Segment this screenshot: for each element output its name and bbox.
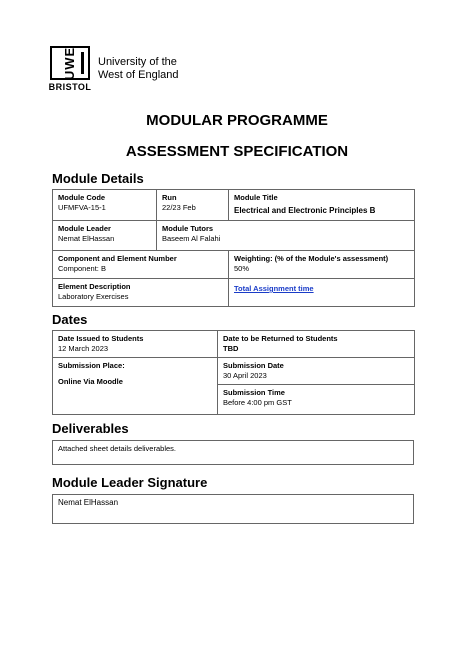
page-subtitle: ASSESSMENT SPECIFICATION <box>125 143 349 160</box>
total-assignment-time-link[interactable]: Total Assignment time <box>234 284 314 293</box>
module-leader-label: Module Leader <box>58 224 111 233</box>
logo-mark-text: UWE <box>62 46 78 80</box>
dates-table <box>52 330 415 415</box>
table-row <box>53 495 414 524</box>
signature-table <box>52 494 414 524</box>
module-code-cell <box>53 190 157 221</box>
submission-place-cell <box>53 358 218 415</box>
weighting-value: 50% <box>234 264 250 273</box>
date-issued-cell <box>53 331 218 358</box>
run-label: Run <box>162 193 177 202</box>
module-code-value: UFMFVA-15-1 <box>58 203 106 212</box>
table-row <box>53 441 414 465</box>
submission-date-label: Submission Date <box>223 361 284 370</box>
weighting-label: Weighting: (% of the Module's assessment) <box>234 254 389 263</box>
deliverables-table <box>52 440 414 465</box>
logo-university-name <box>98 56 179 82</box>
dates-heading: Dates <box>52 312 88 327</box>
date-issued-label: Date Issued to Students <box>58 334 144 343</box>
module-code-label: Module Code <box>58 193 106 202</box>
assignment-time-cell <box>229 279 415 307</box>
module-title-value: Electrical and Electronic Principles B <box>234 206 376 215</box>
logo-bar <box>81 52 84 74</box>
date-returned-value: TBD <box>223 344 239 353</box>
deliverables-text: Attached sheet details deliverables. <box>58 444 176 453</box>
logo-mark <box>50 46 90 92</box>
logo-line-1: University of the <box>98 56 177 68</box>
page-title: MODULAR PROGRAMME <box>146 112 328 129</box>
component-cell <box>53 251 229 279</box>
module-tutors-value: Baseem Al Falahi <box>162 234 221 243</box>
table-row <box>53 358 415 385</box>
table-row <box>53 279 415 307</box>
date-returned-cell <box>218 331 415 358</box>
component-value: Component: B <box>58 264 106 273</box>
module-title-label: Module Title <box>234 193 278 202</box>
logo-box <box>50 46 90 80</box>
table-row <box>53 190 415 221</box>
submission-date-cell <box>218 358 415 385</box>
deliverables-heading: Deliverables <box>52 421 129 436</box>
date-issued-value: 12 March 2023 <box>58 344 109 353</box>
component-label: Component and Element Number <box>58 254 177 263</box>
module-leader-value: Nemat ElHassan <box>58 234 115 243</box>
run-value: 22/23 Feb <box>162 203 196 212</box>
submission-time-cell <box>218 385 415 415</box>
weighting-cell <box>229 251 415 279</box>
signature-cell <box>53 495 414 524</box>
element-description-value: Laboratory Exercises <box>58 292 129 301</box>
table-row <box>53 251 415 279</box>
module-leader-cell <box>53 221 157 251</box>
table-row <box>53 221 415 251</box>
table-row <box>53 331 415 358</box>
submission-date-value: 30 April 2023 <box>223 371 267 380</box>
module-details-table <box>52 189 415 307</box>
logo-line-2: West of England <box>98 69 179 81</box>
module-title-cell <box>229 190 415 221</box>
submission-place-label: Submission Place: <box>58 361 125 370</box>
signature-heading: Module Leader Signature <box>52 475 208 490</box>
submission-time-value: Before 4:00 pm GST <box>223 398 292 407</box>
element-description-label: Element Description <box>58 282 131 291</box>
submission-time-label: Submission Time <box>223 388 285 397</box>
element-description-cell <box>53 279 229 307</box>
deliverables-cell <box>53 441 414 465</box>
module-details-heading: Module Details <box>52 171 144 186</box>
module-tutors-label: Module Tutors <box>162 224 214 233</box>
run-cell <box>157 190 229 221</box>
uwe-logo <box>50 46 179 92</box>
signature-name: Nemat ElHassan <box>58 498 119 507</box>
submission-place-value: Online Via Moodle <box>58 377 123 386</box>
logo-city: BRISTOL <box>48 82 92 92</box>
module-tutors-cell <box>157 221 415 251</box>
date-returned-label: Date to be Returned to Students <box>223 334 338 343</box>
